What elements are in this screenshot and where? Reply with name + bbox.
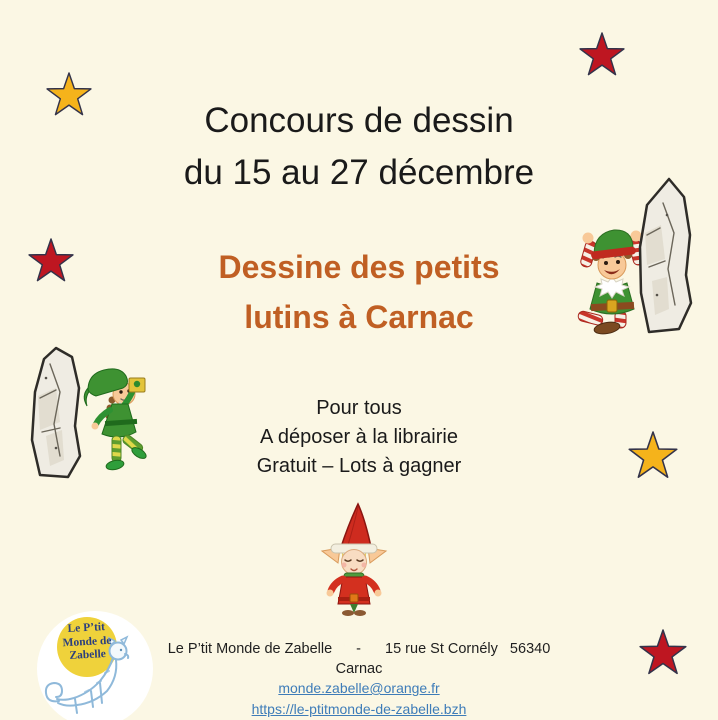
website-link[interactable]: https://le-ptitmonde-de-zabelle.bzh [251,700,467,717]
org-city: Carnac [335,661,383,677]
detail-audience: Pour tous [316,397,402,419]
logo-line-2: Monde de [62,634,112,649]
elf-girl-icon [84,369,148,471]
detail-prizes: Gratuit – Lots à gagner [256,455,462,477]
email-link[interactable]: monde.zabelle@orange.fr [278,680,440,696]
gnome-illustration [314,501,396,619]
star-red-top-right-icon [578,32,626,80]
title-line-1: Concours de dessin [204,101,514,140]
subtitle-line-2: lutins à Carnac [244,299,474,335]
org-address: 15 rue St Cornély 56340 [385,641,551,657]
footer-address-line [0,639,718,659]
logo-line-3: Zabelle [69,648,107,662]
detail-dropoff: A déposer à la librairie [260,426,458,448]
footer-separator: - [356,641,362,657]
footer [0,639,718,720]
menhir-elf-left-illustration [26,344,148,482]
logo-line-1: Le P’tit [67,621,106,635]
elf-boy-icon [577,230,645,336]
menhir-right-icon [640,179,691,332]
subtitle-line-1: Dessine des petits [218,249,500,285]
elf-menhir-right-illustration [577,175,699,337]
menhir-left-icon [32,348,80,477]
org-name: Le P’tit Monde de Zabelle [167,641,333,657]
red-gnome-icon [322,504,386,616]
title-line-2: du 15 au 27 décembre [183,153,535,192]
